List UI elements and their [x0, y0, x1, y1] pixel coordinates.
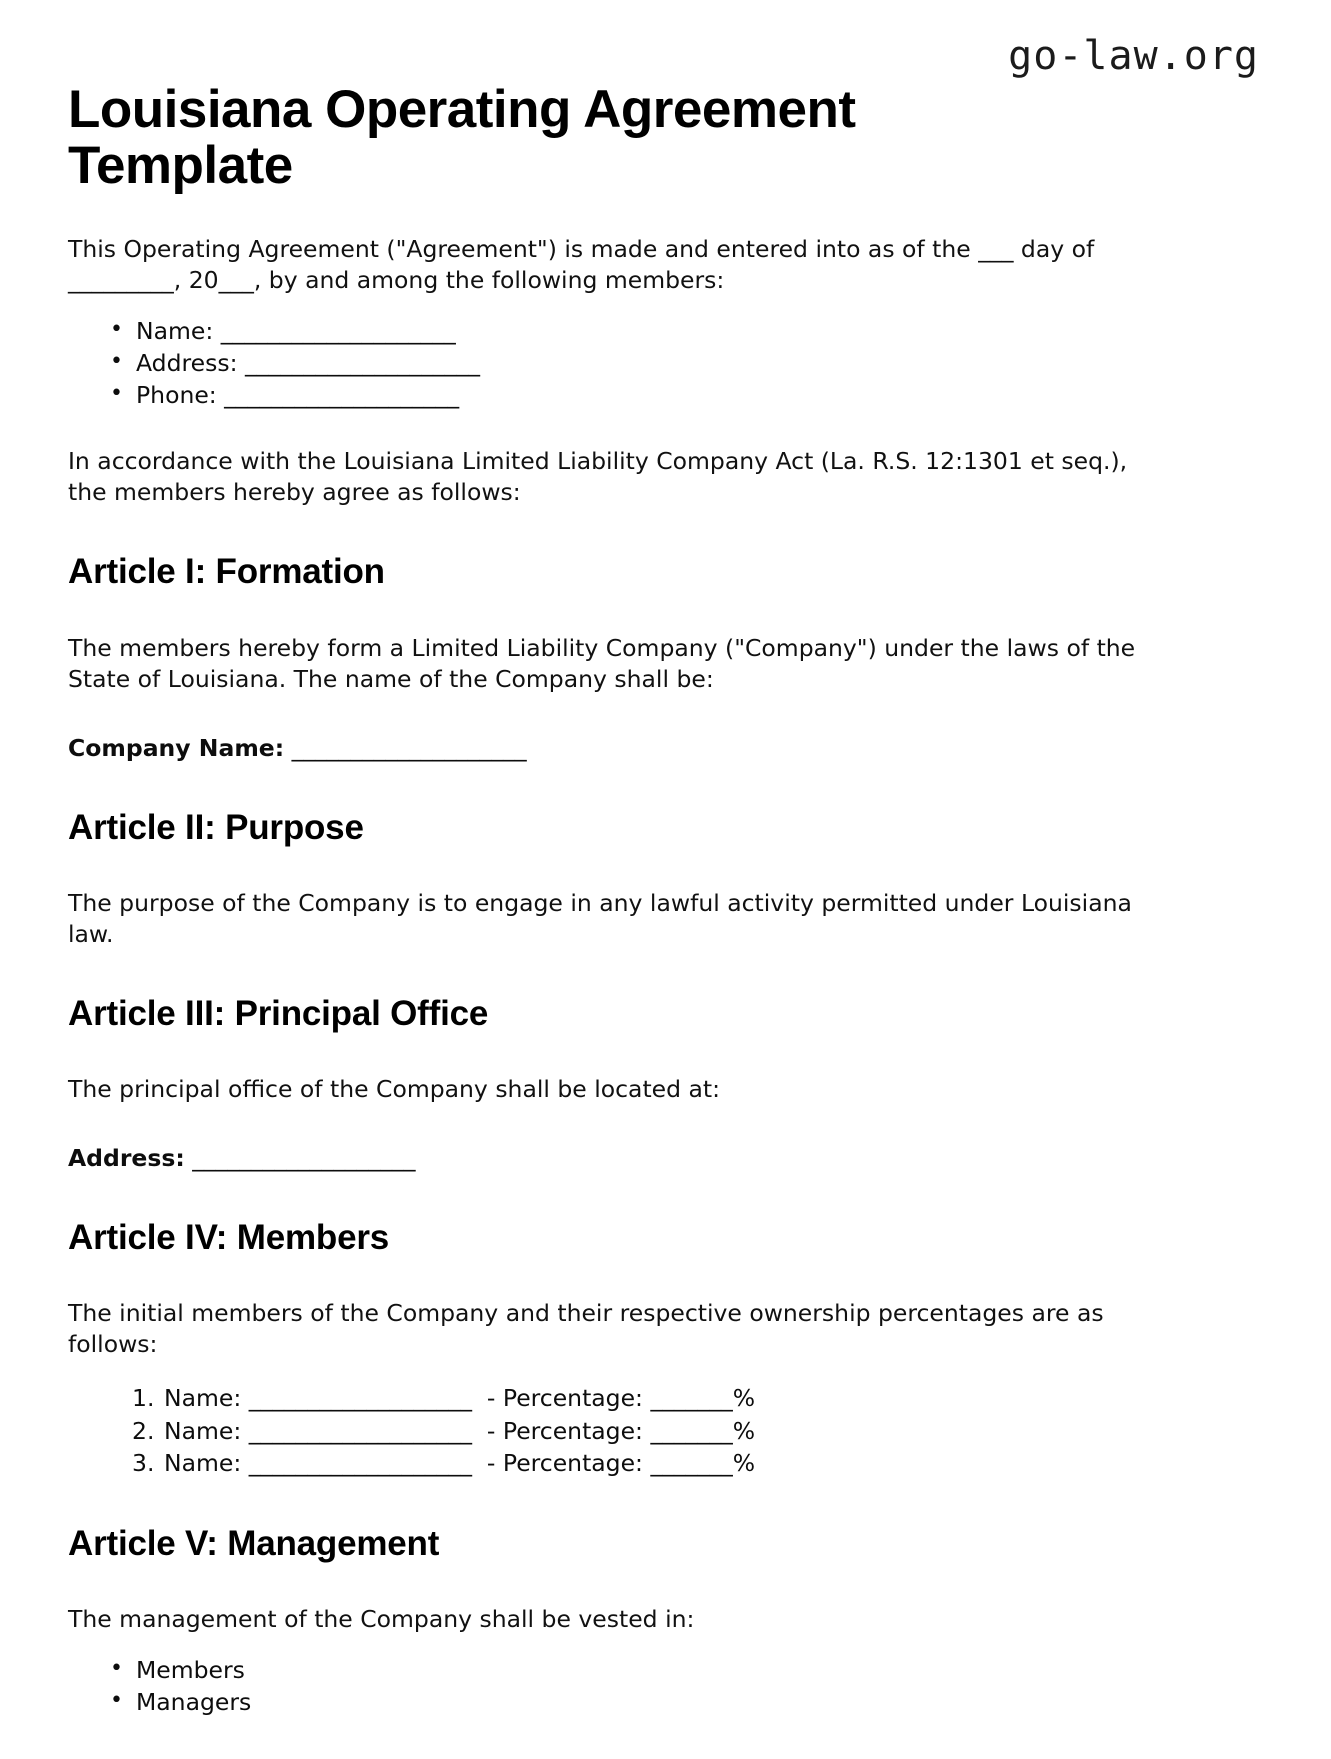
accordance-paragraph: In accordance with the Louisiana Limited Liability Company Act (La. R.S. 12:1301 et seq.), the members hereby agree as follows: — [68, 447, 1128, 507]
article-heading-formation: Article I: Formation — [68, 552, 385, 592]
article-heading-members: Article IV: Members — [68, 1218, 390, 1258]
page-bottom-spacer — [68, 1719, 1259, 1759]
company-name-field — [68, 733, 1259, 764]
list-item: • Address: ____________________ — [136, 348, 1259, 380]
member-percentage-list — [68, 1382, 1259, 1479]
list-item: Name: ___________________ - Percentage: _______% — [164, 1416, 756, 1445]
company-name-blank: ____________________ — [284, 733, 527, 762]
article-heading-management: Article V: Management — [68, 1523, 440, 1563]
site-logo: go-law.org — [1008, 33, 1259, 79]
article-body-principal-office: The principal office of the Company shall be located at: — [68, 1075, 721, 1104]
list-item: • Managers — [136, 1687, 1259, 1719]
article-body-purpose: The purpose of the Company is to engage in any lawful activity permitted under Louisiana law. — [68, 888, 1132, 948]
article-heading-principal-office: Article III: Principal Office — [68, 993, 489, 1033]
address-label: Address: — [68, 1144, 185, 1173]
company-name-label: Company Name: — [68, 733, 285, 762]
member-fields-list — [68, 316, 1259, 412]
page-title: Louisiana Operating Agreement Template — [68, 80, 856, 196]
article-body-management: The management of the Company shall be vested in: — [68, 1604, 695, 1633]
address-blank: ___________________ — [184, 1144, 416, 1173]
article-body-members: The initial members of the Company and their respective ownership percentages are as follows: — [68, 1299, 1104, 1359]
address-field — [68, 1143, 1259, 1174]
list-item: Name: ___________________ - Percentage: _______% — [164, 1449, 756, 1478]
management-options-list — [68, 1655, 1259, 1719]
list-item: Name: ___________________ - Percentage: _______% — [164, 1384, 756, 1413]
article-heading-purpose: Article II: Purpose — [68, 807, 364, 847]
list-item: • Name: ____________________ — [136, 316, 1259, 348]
article-body-formation: The members hereby form a Limited Liability Company ("Company") under the laws of the State of Louisiana. The name of the Company shall be: — [68, 633, 1136, 693]
intro-paragraph: This Operating Agreement ("Agreement") is made and entered into as of the ___ day of _________, 20___, by and among the following members: — [68, 235, 1095, 295]
list-item: • Phone: ____________________ — [136, 380, 1259, 412]
list-item: • Members — [136, 1655, 1259, 1687]
